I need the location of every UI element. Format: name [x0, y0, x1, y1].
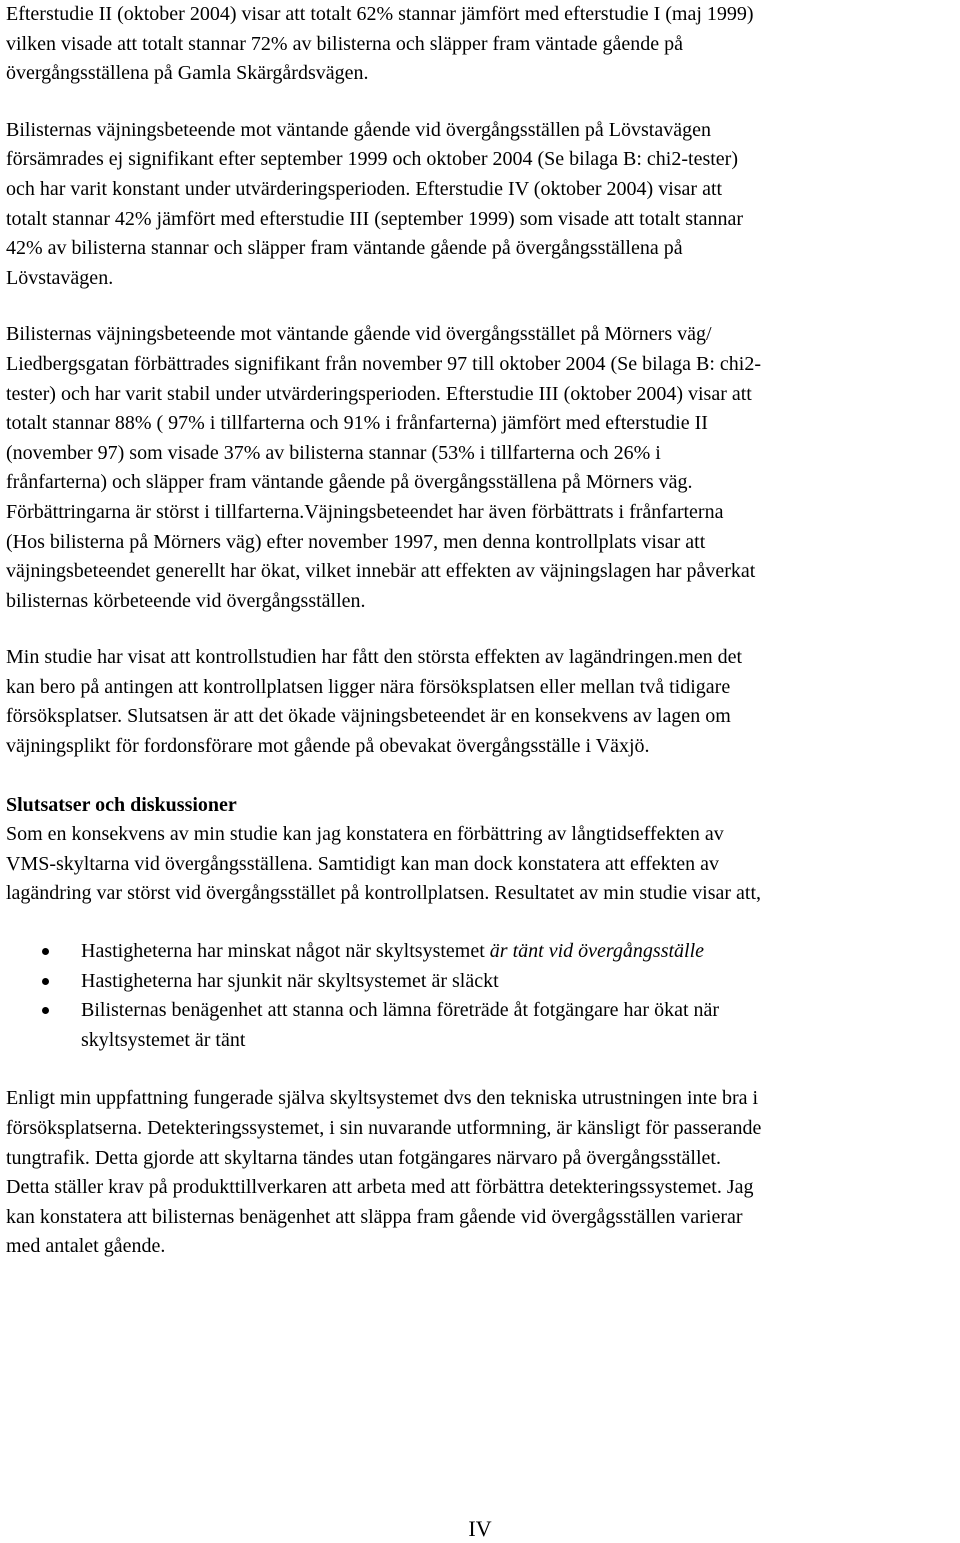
text-line: vilken visade att totalt stannar 72% av bilisterna och släpper fram väntade gående på: [6, 32, 683, 55]
text-line: tungtrafik. Detta gjorde att skyltarna tändes utan fotgängares närvaro på övergångsstället.: [6, 1146, 721, 1169]
text-line: försämrades ej signifikant efter september 1999 och oktober 2004 (Se bilaga B: chi2-tester): [6, 148, 738, 171]
page-number: IV: [468, 1516, 492, 1541]
bullet-text: Hastigheterna har sjunkit när skyltsystemet är släckt: [81, 969, 499, 992]
text-line: och har varit konstant under utvärderingsperioden. Efterstudie IV (oktober 2004) visar att: [6, 177, 723, 200]
text-line: totalt stannar 88% ( 97% i tillfarterna och 91% i frånfarterna) jämfört med efterstudie II: [6, 412, 708, 435]
text-line: försöksplatser. Slutsatsen är att det ökade väjningsbeteendet är en konsekvens av lagen om: [6, 705, 731, 728]
text-line: väjningsplikt för fordonsförare mot gående på obevakat övergångsställe i Växjö.: [6, 735, 650, 758]
text-line: Bilisternas väjningsbeteende mot väntande gående vid övergångsställen på Lövstavägen: [6, 118, 711, 141]
text-line: Liedbergsgatan förbättrades signifikant från november 97 till oktober 2004 (Se bilaga B: chi2-: [6, 352, 761, 375]
closing-paragraph: [6, 1084, 956, 1262]
text-line: (Hos bilisterna på Mörners väg) efter november 1997, men denna kontrollplats visar att: [6, 530, 706, 553]
text-line: Lövstavägen.: [6, 266, 114, 289]
text-line: bilisternas körbeteende vid övergångsställen.: [6, 589, 366, 612]
text-line: Bilisternas väjningsbeteende mot väntande gående vid övergångsstället på Mörners väg/: [6, 323, 712, 346]
section-heading: Slutsatser och diskussioner: [6, 793, 237, 816]
text-line: VMS-skyltarna vid övergångsställena. Samtidigt kan man dock konstatera att effekten av: [6, 852, 719, 875]
section-intro-paragraph: [6, 820, 956, 909]
text-line: Detta ställer krav på produkttillverkaren att arbeta med att förbättra detekteringssystemet. Jag: [6, 1176, 754, 1199]
bullet-icon: [42, 948, 49, 955]
text-line: Min studie har visat att kontrollstudien har fått den största effekten av lagändringen.men det: [6, 646, 743, 669]
text-line: lagändring var störst vid övergångsstället på kontrollplatsen. Resultatet av min studie visar att,: [6, 882, 762, 905]
text-line: kan konstatera att bilisternas benägenhet att släppa fram gående vid övergågsställen varierar: [6, 1205, 743, 1228]
bullet-text: skyltsystemet är tänt: [81, 1028, 246, 1051]
bullet-item: [6, 967, 956, 997]
text-line: försöksplatserna. Detekteringssystemet, i sin nuvarande utformning, är känsligt för passerande: [6, 1117, 762, 1139]
text-line: frånfarterna) och släpper fram väntande gående på övergångsställena på Mörners väg.: [6, 471, 693, 494]
paragraph-morners-vag: [6, 320, 956, 616]
bullet-text-italic: är tänt vid övergångsställe: [489, 940, 705, 963]
conclusions-bullet-list: [6, 937, 956, 1055]
text-line: Enligt min uppfattning fungerade själva skyltsystemet dvs den tekniska utrustningen inte bra i: [6, 1087, 759, 1110]
text-line: väjningsbeteendet generellt har ökat, vilket innebär att effekten av väjningslagen har påverkat: [6, 560, 756, 583]
text-line: med antalet gående.: [6, 1235, 166, 1258]
text-line: (november 97) som visade 37% av bilisterna stannar (53% i tillfarterna och 26% i: [6, 441, 661, 464]
text-line: totalt stannar 42% jämfört med efterstudie III (september 1999) som visade att totalt stannar: [6, 207, 743, 230]
bullet-text: Bilisternas benägenhet att stanna och lämna företräde åt fotgängare har ökat när: [81, 999, 720, 1022]
bullet-text-regular: Hastigheterna har minskat något när skyltsystemet: [81, 940, 490, 963]
bullet-item: [6, 996, 956, 1055]
bullet-icon: [42, 978, 49, 985]
bullet-icon: [42, 1007, 49, 1014]
text-line: kan bero på antingen att kontrollplatsen ligger nära försöksplatsen eller mellan två tidigare: [6, 675, 731, 698]
paragraph-efterstudie-ii: [6, 0, 956, 89]
text-line: Som en konsekvens av min studie kan jag konstatera en förbättring av långtidseffekten av: [6, 823, 724, 846]
text-line: 42% av bilisterna stannar och släpper fram väntande gående på övergångsställena på: [6, 237, 683, 260]
paragraph-kontrollstudie: [6, 643, 956, 761]
text-line: Förbättringarna är störst i tillfarterna.Väjningsbeteendet har även förbättrats i frånfarterna: [6, 500, 724, 523]
text-line: övergångsställena på Gamla Skärgårdsvägen.: [6, 62, 369, 85]
text-line: tester) och har varit stabil under utvärderingsperioden. Efterstudie III (oktober 2004) visar att: [6, 382, 752, 405]
bullet-item: [6, 937, 956, 967]
document-page: [6, 0, 956, 1262]
paragraph-lovstavagen: [6, 116, 956, 294]
text-line: Efterstudie II (oktober 2004) visar att totalt 62% stannar jämfört med efterstudie I (maj 1999): [6, 3, 754, 25]
bullet-text: [81, 937, 956, 967]
